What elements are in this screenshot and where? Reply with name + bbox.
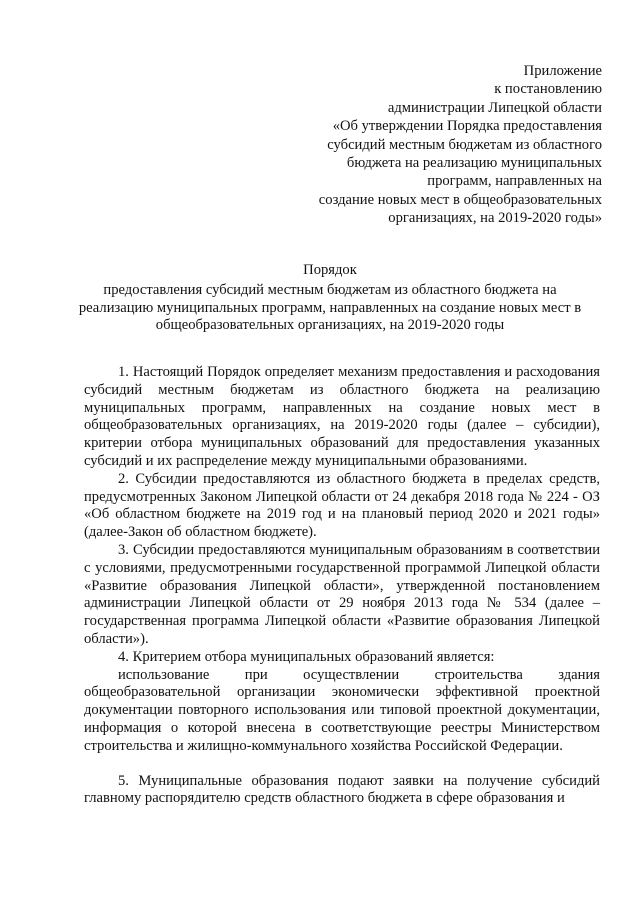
appendix-line: Приложение — [523, 63, 602, 79]
appendix-line: к постановлению — [494, 81, 602, 98]
paragraph-5: 5. Муниципальные образования подают заявки на получение субсидий главному распорядителю средств областного бюджета в сфере образования и — [84, 772, 600, 807]
paragraph-2: 2. Субсидии предоставляются из областного бюджета в пределах средств, предусмотренных Законом Липецкой области от 24 декабря 2018 года № 224 - ОЗ «Об областном бюджете на 2019 год и на плановый период 2020 и 2021 годы» (далее-Закон об областном бюджете). — [84, 470, 600, 541]
title-line: реализацию муниципальных программ, направленных на создание новых мест в — [78, 299, 582, 316]
appendix-line: субсидий местным бюджетам из областного — [327, 136, 602, 153]
paragraph-3: 3. Субсидии предоставляются муниципальным образованиям в соответствии с условиями, предусмотренными государственной программой Липецкой области «Развитие образования Липецкой области», утвержденной постановлением администрации Липецкой области от 29 ноября 2013 года № 534 (далее – государственная программа Липецкой области «Развитие образования Липецкой области»). — [84, 541, 600, 647]
appendix-line: программ, направленных на — [427, 173, 602, 190]
title-line: общеобразовательных организациях, на 2019-2020 годы — [155, 317, 505, 334]
appendix-line: «Об утверждении Порядка предоставления — [332, 118, 602, 135]
title-heading: Порядок — [303, 262, 357, 278]
appendix-line: организациях, на 2019-2020 годы» — [388, 210, 602, 227]
paragraph-4: 4. Критерием отбора муниципальных образований является: — [118, 648, 495, 665]
appendix-header — [282, 62, 602, 228]
document-title — [60, 262, 600, 335]
paragraph-1: 1. Настоящий Порядок определяет механизм предоставления и расходования субсидий местным бюджетам из областного бюджета на реализацию муниципальных программ, направленных на создание новых мест в общеобразовательных организациях, на 2019-2020 годы (далее – субсидии), критерии отбора муниципальных образований для предоставления указанных субсидий и их распределение между муниципальными образованиями. — [84, 364, 600, 469]
document-body — [84, 364, 600, 808]
appendix-line: бюджета на реализацию муниципальных — [346, 155, 602, 172]
appendix-line: создание новых мест в общеобразовательных — [318, 191, 602, 208]
appendix-line: администрации Липецкой области — [387, 99, 602, 116]
paragraph-4-criterion: использование при осуществлении строительства здания общеобразовательной организации экономически эффективной проектной документации повторного использования или типовой проектной документации, информация о которой внесена в соответствующие реестры Министерством строительства и жилищно-коммунального хозяйства Российской Федерации. — [84, 666, 600, 754]
title-line: предоставления субсидий местным бюджетам из областного бюджета на — [103, 281, 557, 298]
